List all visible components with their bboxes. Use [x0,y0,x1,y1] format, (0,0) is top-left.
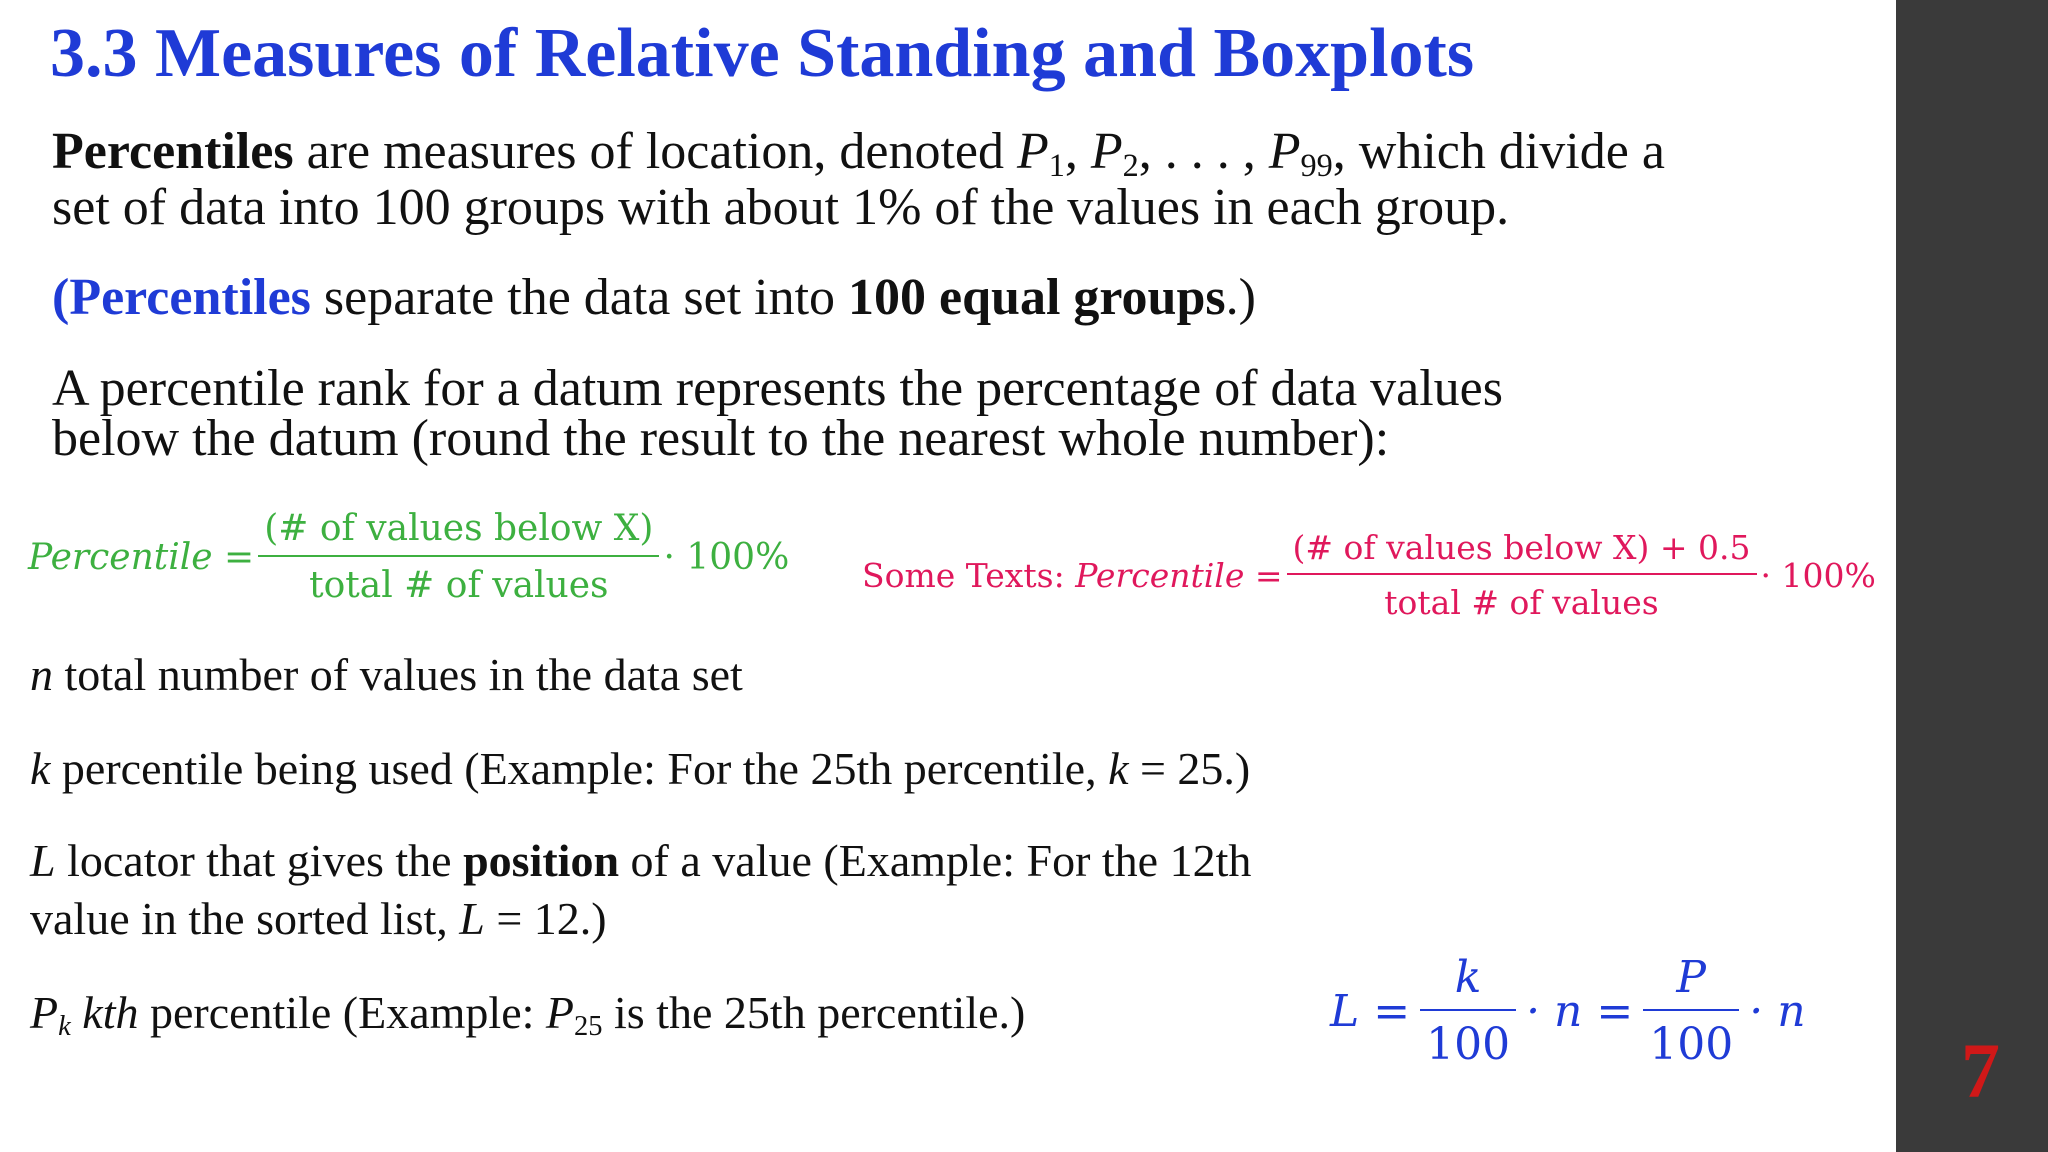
sub-2: 2 [1122,147,1139,184]
percentile-rank-description [52,360,1503,467]
p-symbol: P [1268,123,1301,180]
formula-denominator: total # of values [309,565,609,606]
percentile-formula [28,508,789,606]
formula-factor: · 100% [663,536,790,578]
formula-lhs: Percentile = [28,536,255,578]
k-eq-symbol: k [1108,743,1129,794]
alt-formula-numerator: (# of values below X) + 0.5 [1292,528,1751,567]
para1-comma: , [1064,123,1091,180]
definition-L [30,832,1251,948]
locator-num-p: P [1676,952,1707,1003]
n-symbol: n [30,649,53,700]
L-symbol: L [30,835,56,886]
locator-den-1: 100 [1426,1019,1511,1070]
alt-formula-lhs: Percentile = [1075,555,1283,595]
alt-formula-denominator: total # of values [1384,583,1659,622]
definition-Pk [30,984,1025,1042]
alt-percentile-formula [862,528,1876,622]
para1-ellipsis: , . . . , [1138,123,1269,180]
Pk-text-b: is the 25th percentile.) [602,987,1026,1038]
percentiles-note [52,270,1256,326]
term-percentiles: Percentiles [52,123,294,180]
para1-line2: set of data into 100 groups with about 1% of the values in each group. [52,179,1510,236]
locator-tail: · n [1749,985,1806,1037]
locator-num-k: k [1454,952,1482,1003]
page-number: 7 [1961,1027,2000,1114]
percentiles-definition [52,124,1665,236]
alt-formula-factor: · 100% [1760,555,1876,595]
locator-lhs: L = [1330,985,1411,1037]
Pk-kth: kth [70,987,139,1038]
sidebar-panel [1896,0,2048,1152]
p-symbol: P [1090,123,1123,180]
sub-1: 1 [1048,147,1065,184]
locator-den-2: 100 [1649,1019,1734,1070]
note-text: separate the data set into [310,269,849,326]
rank-line1: A percentile rank for a datum represents the percentage of data values [52,360,1503,417]
p-symbol: P [1016,123,1049,180]
k-eq-value: = 25.) [1128,743,1251,794]
formula-fraction [258,508,659,606]
locator-fraction-k [1420,952,1516,1070]
locator-mid: · n = [1526,985,1634,1037]
L-line2-a: value in the sorted list, [30,893,460,944]
Pk-sub: k [58,1011,71,1043]
para1-text-a: are measures of location, denoted [293,123,1017,180]
L-line2-b: = 12.) [484,893,607,944]
slide-title: 3.3 Measures of Relative Standing and Boxplots [50,15,1475,92]
para1-text-b: , which divide a [1332,123,1665,180]
definition-n [30,646,743,704]
alt-formula-fraction [1287,528,1757,622]
Pk-text-a: percentile (Example: [138,987,546,1038]
P25-symbol: P [545,987,575,1038]
L-text-b: of a value (Example: For the 12th [619,835,1252,886]
P25-sub: 25 [574,1011,603,1043]
formula-numerator: (# of values below X) [264,508,654,549]
locator-fraction-p [1643,952,1739,1070]
note-bold: 100 equal groups [848,269,1226,326]
alt-formula-prefix: Some Texts: [862,555,1076,595]
k-text: percentile being used (Example: For the 25th percentile, [50,743,1109,794]
L-line2-symbol: L [459,893,485,944]
sub-99: 99 [1300,147,1333,184]
rank-line2: below the datum (round the result to the nearest whole number): [52,410,1390,467]
locator-formula [1330,952,1806,1070]
n-text: total number of values in the data set [53,649,743,700]
definition-k [30,740,1250,798]
Pk-symbol: P [30,987,59,1038]
k-symbol: k [30,743,51,794]
note-close: .) [1225,269,1256,326]
note-open: (Percentiles [52,269,311,326]
L-bold: position [463,835,620,886]
L-text-a: locator that gives the [55,835,464,886]
